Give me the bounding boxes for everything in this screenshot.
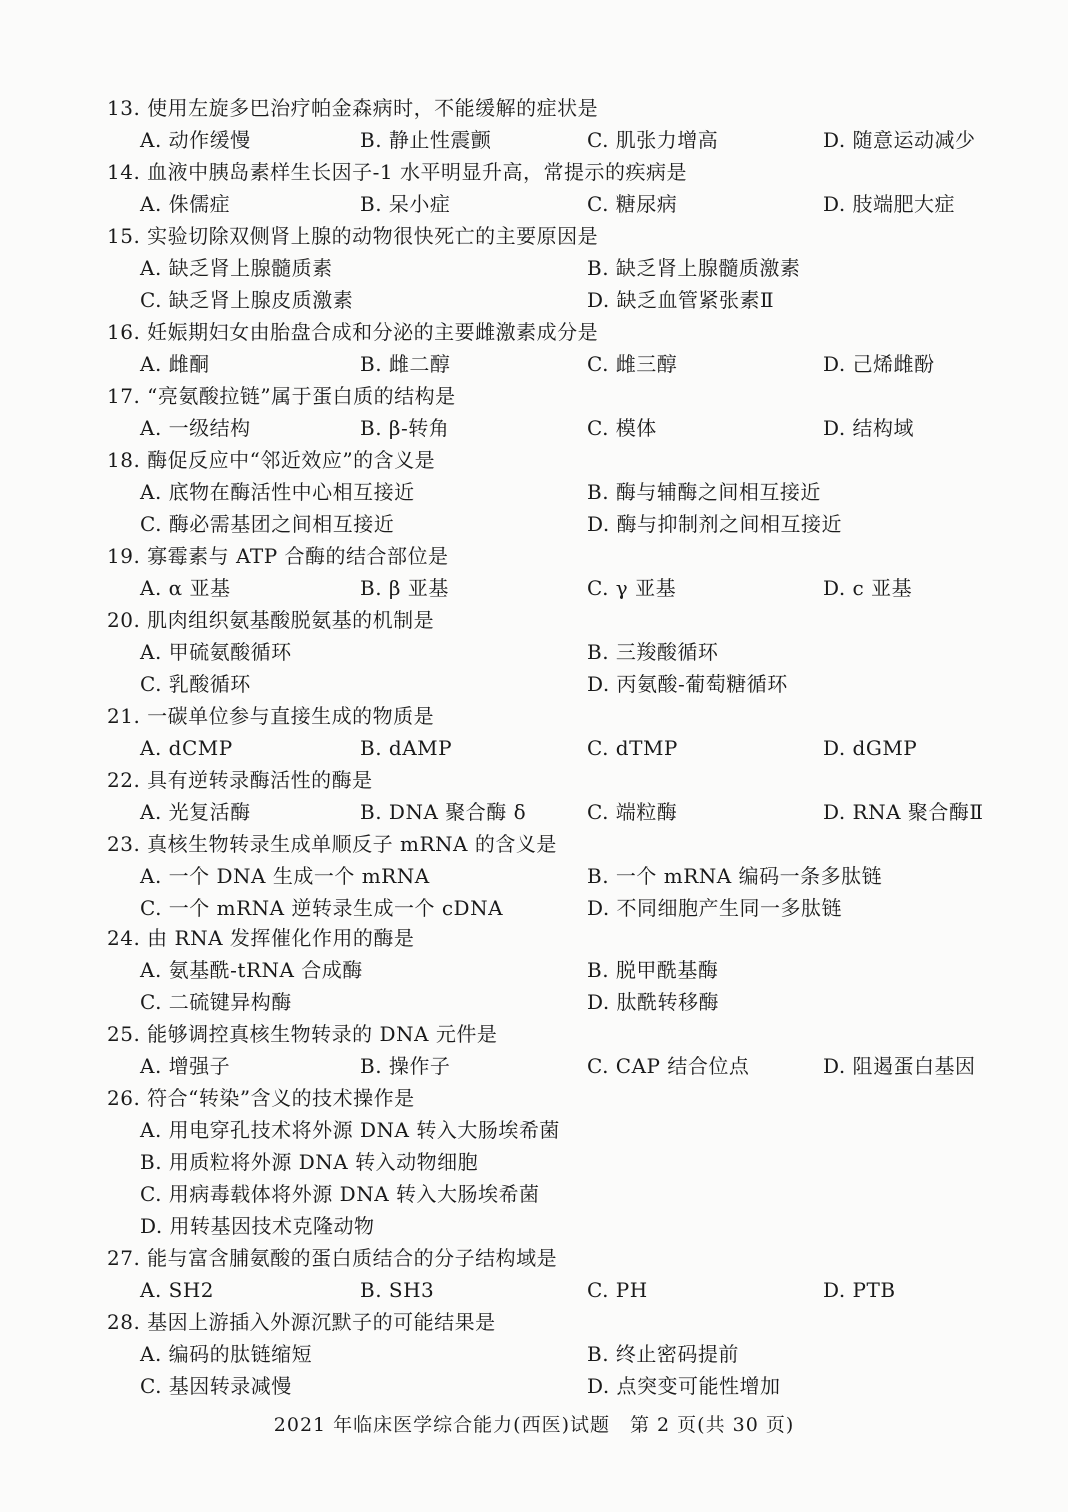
question-stem: 21. 一碳单位参与直接生成的物质是 — [107, 704, 435, 728]
option-b: B. 酶与辅酶之间相互接近 — [587, 480, 821, 504]
option-d: D. 肢端肥大症 — [823, 192, 956, 216]
option-a: A. dCMP — [140, 736, 233, 760]
question-15 — [107, 220, 1007, 316]
option-b: B. 雌二醇 — [360, 352, 451, 376]
option-a: A. 一个 DNA 生成一个 mRNA — [140, 864, 430, 888]
question-13 — [107, 92, 1007, 156]
option-c: C. 乳酸循环 — [140, 672, 251, 696]
option-a: A. 动作缓慢 — [140, 128, 251, 152]
option-b: B. 三羧酸循环 — [587, 640, 719, 664]
question-20 — [107, 604, 1007, 700]
option-a: A. SH2 — [140, 1278, 215, 1302]
option-c: C. γ 亚基 — [587, 576, 677, 600]
option-d: D. PTB — [823, 1278, 896, 1302]
question-stem: 20. 肌肉组织氨基酸脱氨基的机制是 — [107, 608, 435, 632]
option-a: A. 一级结构 — [140, 416, 251, 440]
option-d: D. 酶与抑制剂之间相互接近 — [587, 512, 843, 536]
question-27 — [107, 1242, 1007, 1306]
option-b: B. β 亚基 — [360, 576, 449, 600]
option-c: C. 酶必需基团之间相互接近 — [140, 512, 395, 536]
option-c: C. 用病毒载体将外源 DNA 转入大肠埃希菌 — [140, 1182, 540, 1206]
option-a: A. 用电穿孔技术将外源 DNA 转入大肠埃希菌 — [140, 1118, 560, 1142]
option-b: B. 呆小症 — [360, 192, 451, 216]
option-a: A. 氨基酰-tRNA 合成酶 — [140, 958, 363, 982]
question-stem: 26. 符合“转染”含义的技术操作是 — [107, 1086, 415, 1110]
option-d: D. dGMP — [823, 736, 918, 760]
option-a: A. 甲硫氨酸循环 — [140, 640, 292, 664]
option-b: B. 操作子 — [360, 1054, 451, 1078]
question-stem: 16. 妊娠期妇女由胎盘合成和分泌的主要雌激素成分是 — [107, 320, 599, 344]
option-c: C. 一个 mRNA 逆转录生成一个 cDNA — [140, 896, 504, 920]
option-b: B. DNA 聚合酶 δ — [360, 800, 527, 824]
question-21 — [107, 700, 1007, 764]
option-c: C. 缺乏肾上腺皮质激素 — [140, 288, 354, 312]
question-26 — [107, 1082, 1007, 1242]
option-d: D. 缺乏血管紧张素Ⅱ — [587, 288, 775, 312]
question-17 — [107, 380, 1007, 444]
option-c: C. 雌三醇 — [587, 352, 678, 376]
page-footer: 2021 年临床医学综合能力(西医)试题 第 2 页(共 30 页) — [273, 1414, 795, 1436]
option-c: C. 基因转录减慢 — [140, 1374, 292, 1398]
question-stem: 27. 能与富含脯氨酸的蛋白质结合的分子结构域是 — [107, 1246, 558, 1270]
option-b: B. 用质粒将外源 DNA 转入动物细胞 — [140, 1150, 479, 1174]
question-stem: 13. 使用左旋多巴治疗帕金森病时，不能缓解的症状是 — [107, 96, 599, 120]
option-b: B. SH3 — [360, 1278, 435, 1302]
question-28 — [107, 1306, 1007, 1402]
option-a: A. 缺乏肾上腺髓质素 — [140, 256, 333, 280]
option-b: B. 一个 mRNA 编码一条多肽链 — [587, 864, 883, 888]
question-stem: 23. 真核生物转录生成单顺反子 mRNA 的含义是 — [107, 832, 557, 856]
option-d: D. 结构域 — [823, 416, 915, 440]
option-a: A. 底物在酶活性中心相互接近 — [140, 480, 415, 504]
question-stem: 22. 具有逆转录酶活性的酶是 — [107, 768, 373, 792]
option-a: A. 编码的肽链缩短 — [140, 1342, 313, 1366]
option-b: B. β-转角 — [360, 416, 450, 440]
option-d: D. 丙氨酸-葡萄糖循环 — [587, 672, 788, 696]
option-a: A. 光复活酶 — [140, 800, 251, 824]
option-c: C. 糖尿病 — [587, 192, 678, 216]
option-c: C. 模体 — [587, 416, 657, 440]
question-16 — [107, 316, 1007, 380]
question-18 — [107, 444, 1007, 540]
option-c: C. CAP 结合位点 — [587, 1054, 750, 1078]
question-22 — [107, 764, 1007, 828]
option-a: A. 增强子 — [140, 1054, 231, 1078]
option-a: A. 侏儒症 — [140, 192, 231, 216]
option-c: C. 肌张力增高 — [587, 128, 719, 152]
question-stem: 17. “亮氨酸拉链”属于蛋白质的结构是 — [107, 384, 456, 408]
question-24 — [107, 922, 1007, 1018]
question-25 — [107, 1018, 1007, 1082]
option-d: D. RNA 聚合酶Ⅱ — [823, 800, 984, 824]
option-c: C. dTMP — [587, 736, 678, 760]
option-d: D. 随意运动减少 — [823, 128, 976, 152]
question-stem: 18. 酶促反应中“邻近效应”的含义是 — [107, 448, 436, 472]
option-d: D. 点突变可能性增加 — [587, 1374, 781, 1398]
question-19 — [107, 540, 1007, 604]
option-c: C. PH — [587, 1278, 648, 1302]
question-14 — [107, 156, 1007, 220]
question-stem: 19. 寡霉素与 ATP 合酶的结合部位是 — [107, 544, 449, 568]
question-23 — [107, 828, 1007, 924]
option-d: D. c 亚基 — [823, 576, 913, 600]
option-d: D. 肽酰转移酶 — [587, 990, 720, 1014]
option-a: A. α 亚基 — [140, 576, 231, 600]
question-stem: 28. 基因上游插入外源沉默子的可能结果是 — [107, 1310, 496, 1334]
option-b: B. 脱甲酰基酶 — [587, 958, 719, 982]
option-b: B. dAMP — [360, 736, 453, 760]
question-stem: 15. 实验切除双侧肾上腺的动物很快死亡的主要原因是 — [107, 224, 599, 248]
option-b: B. 缺乏肾上腺髓质激素 — [587, 256, 801, 280]
option-b: B. 终止密码提前 — [587, 1342, 739, 1366]
option-d: D. 己烯雌酚 — [823, 352, 935, 376]
option-b: B. 静止性震颤 — [360, 128, 492, 152]
option-d: D. 用转基因技术克隆动物 — [140, 1214, 375, 1238]
option-a: A. 雌酮 — [140, 352, 210, 376]
option-d: D. 不同细胞产生同一多肽链 — [587, 896, 843, 920]
option-d: D. 阻遏蛋白基因 — [823, 1054, 976, 1078]
question-stem: 24. 由 RNA 发挥催化作用的酶是 — [107, 926, 415, 950]
question-stem: 25. 能够调控真核生物转录的 DNA 元件是 — [107, 1022, 498, 1046]
question-stem: 14. 血液中胰岛素样生长因子-1 水平明显升高，常提示的疾病是 — [107, 160, 688, 184]
option-c: C. 端粒酶 — [587, 800, 678, 824]
option-c: C. 二硫键异构酶 — [140, 990, 292, 1014]
